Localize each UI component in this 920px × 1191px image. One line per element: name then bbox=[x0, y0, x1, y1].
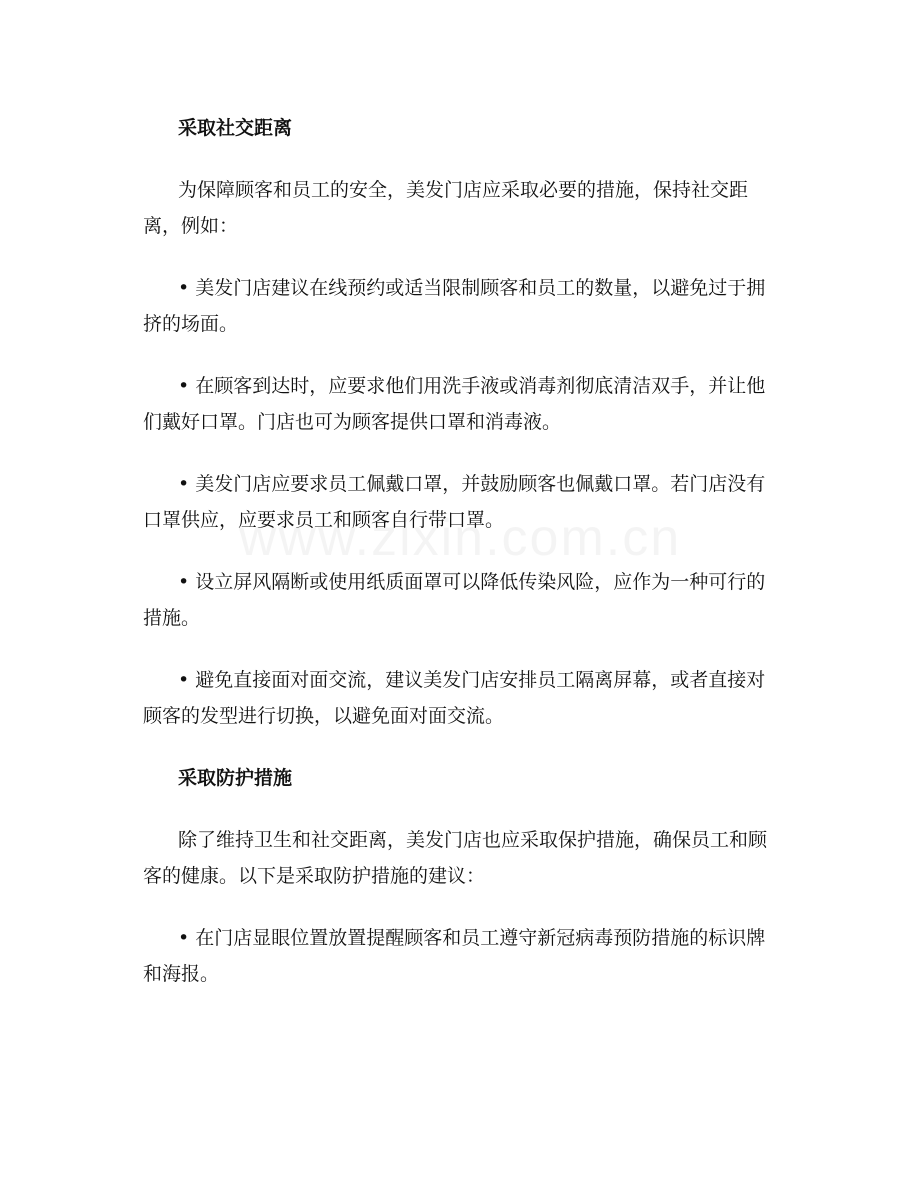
intro-paragraph-protective-measures: 除了维持卫生和社交距离，美发门店也应采取保护措施，确保员工和顾客的健康。以下是采取防护措施的建议： bbox=[143, 829, 768, 887]
list-item: • 美发门店应要求员工佩戴口罩，并鼓励顾客也佩戴口罩。若门店没有口罩供应，应要求员工和顾客自行带口罩。 bbox=[143, 466, 783, 538]
list-item: • 在顾客到达时，应要求他们用洗手液或消毒剂彻底清洁双手，并让他们戴好口罩。门店也可为顾客提供口罩和消毒液。 bbox=[143, 368, 783, 440]
document-body bbox=[143, 110, 783, 1018]
list-item: • 美发门店建议在线预约或适当限制顾客和员工的数量，以避免过于拥挤的场面。 bbox=[143, 270, 783, 342]
intro-paragraph-social-distance: 为保障顾客和员工的安全，美发门店应采取必要的措施，保持社交距离，例如： bbox=[143, 179, 749, 237]
section-heading-protective-measures: 采取防护措施 bbox=[178, 767, 293, 789]
list-item: • 在门店显眼位置放置提醒顾客和员工遵守新冠病毒预防措施的标识牌和海报。 bbox=[143, 920, 783, 992]
list-item: • 避免直接面对面交流，建议美发门店安排员工隔离屏幕，或者直接对顾客的发型进行切换，以避免面对面交流。 bbox=[143, 662, 783, 734]
section-heading-social-distance: 采取社交距离 bbox=[178, 117, 293, 139]
list-item: • 设立屏风隔断或使用纸质面罩可以降低传染风险，应作为一种可行的措施。 bbox=[143, 564, 783, 636]
